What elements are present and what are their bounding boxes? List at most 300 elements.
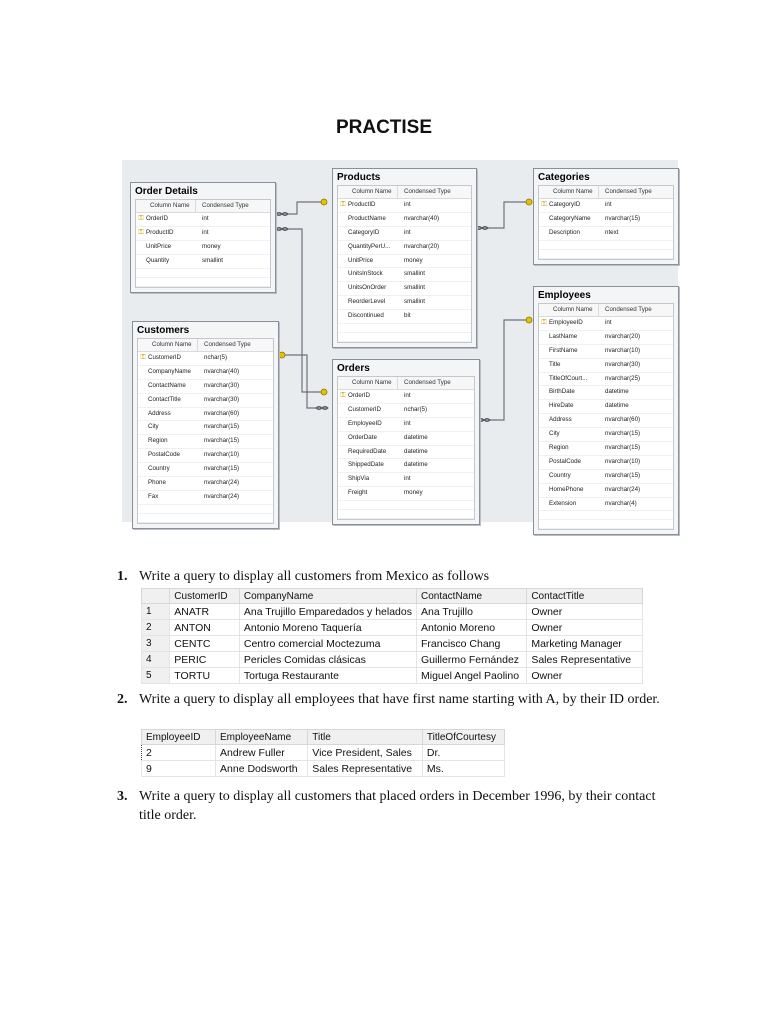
column-type: int	[404, 419, 411, 427]
column-row[interactable]	[338, 446, 474, 460]
grid-column-header[interactable]: CompanyName	[239, 589, 416, 604]
column-row[interactable]	[138, 380, 273, 394]
column-type: datetime	[404, 461, 428, 469]
empty-row	[338, 510, 474, 519]
column-name-header: Column Name	[539, 186, 599, 198]
column-name: Region	[148, 437, 168, 445]
column-name: Phone	[148, 479, 166, 487]
empty-row	[539, 511, 673, 520]
column-name: Quantity	[146, 256, 170, 264]
empty-row	[136, 278, 270, 287]
column-row[interactable]	[138, 491, 273, 505]
key-end-icon	[526, 317, 532, 323]
column-row[interactable]	[338, 432, 474, 446]
column-type: nvarchar(10)	[204, 451, 240, 459]
blank-key-slot	[338, 418, 348, 431]
column-name-header: Column Name	[338, 186, 398, 198]
empty-row	[539, 241, 673, 250]
column-name: ReorderLevel	[348, 298, 386, 306]
column-type: datetime	[605, 402, 629, 410]
column-type: nvarchar(4)	[605, 499, 637, 507]
table-employees[interactable]	[533, 286, 679, 535]
column-type: nvarchar(15)	[605, 444, 641, 452]
blank-key-slot	[138, 449, 148, 462]
grid-cell[interactable]: Owner	[527, 620, 643, 636]
grid-cell[interactable]: Andrew Fuller	[216, 745, 308, 761]
column-type: nvarchar(25)	[605, 374, 641, 382]
blank-key-slot	[136, 241, 146, 254]
blank-key-slot	[338, 213, 348, 226]
column-row[interactable]	[138, 408, 273, 422]
column-name-header: Column Name	[138, 339, 198, 351]
column-row[interactable]	[138, 366, 273, 380]
column-row[interactable]	[138, 352, 273, 366]
blank-key-slot	[539, 400, 549, 413]
column-type: smallint	[404, 284, 425, 292]
column-type: smallint	[404, 298, 425, 306]
column-row[interactable]	[138, 435, 273, 449]
column-type: nvarchar(15)	[605, 471, 641, 479]
column-name: Discontinued	[348, 312, 384, 320]
column-name: Address	[549, 416, 572, 424]
column-name: CategoryID	[348, 228, 380, 236]
column-type: nvarchar(24)	[204, 479, 240, 487]
grid-cell[interactable]: Owner	[527, 668, 643, 684]
blank-key-slot	[138, 421, 148, 434]
column-type: nvarchar(30)	[204, 395, 240, 403]
column-row[interactable]	[539, 317, 673, 331]
column-row[interactable]	[539, 428, 673, 442]
result-grid-customers	[141, 588, 643, 684]
blank-key-slot	[138, 366, 148, 379]
table-title: Categories	[538, 172, 590, 183]
blank-key-slot	[338, 282, 348, 295]
blank-key-slot	[338, 404, 348, 417]
grid-cell[interactable]: Ana Trujillo	[416, 604, 526, 620]
column-row[interactable]	[539, 386, 673, 400]
column-row[interactable]	[338, 255, 471, 269]
column-row[interactable]	[539, 414, 673, 428]
column-type: bit	[404, 312, 411, 320]
blank-key-slot	[539, 484, 549, 497]
column-name: LastName	[549, 332, 578, 340]
column-type: int	[605, 201, 612, 208]
condensed-type-header: Condensed Type	[605, 306, 652, 313]
blank-key-slot	[338, 227, 348, 240]
empty-row	[539, 520, 673, 529]
column-type: int	[404, 475, 411, 483]
grid-row[interactable]	[142, 745, 505, 761]
grid-cell[interactable]: Pericles Comidas clásicas	[239, 652, 416, 668]
empty-row	[338, 324, 471, 333]
blank-key-slot	[138, 435, 148, 448]
column-grid	[337, 376, 475, 520]
column-row[interactable]	[539, 331, 673, 345]
grid-cell[interactable]: Francisco Chang	[416, 636, 526, 652]
column-grid	[538, 185, 674, 260]
table-title: Employees	[538, 290, 591, 301]
primary-key-icon: ⚿	[340, 392, 346, 399]
grid-cell[interactable]: Antonio Moreno Taquería	[239, 620, 416, 636]
grid-cell[interactable]: Dr.	[422, 745, 504, 761]
column-header-row	[539, 304, 673, 317]
column-row[interactable]	[138, 477, 273, 491]
question-number: 1.	[117, 569, 128, 584]
table-title: Orders	[337, 363, 370, 374]
primary-key-icon: ⚿	[541, 319, 547, 326]
column-type: nvarchar(40)	[204, 367, 240, 375]
empty-row	[136, 269, 270, 278]
grid-column-header[interactable]: EmployeeID	[142, 730, 216, 745]
column-type: nvarchar(20)	[404, 242, 440, 250]
blank-key-slot	[138, 491, 148, 504]
column-type: int	[404, 392, 411, 399]
column-type: int	[202, 228, 209, 236]
question-number: 2.	[117, 692, 128, 707]
column-type: nvarchar(20)	[605, 332, 641, 340]
blank-key-slot	[338, 310, 348, 323]
column-type: smallint	[404, 270, 425, 278]
column-name: Extension	[549, 499, 577, 507]
column-type: nchar(5)	[404, 405, 428, 413]
column-type: int	[404, 228, 411, 236]
column-type: nchar(5)	[204, 354, 228, 361]
rel-orderdetails-orders	[275, 229, 327, 392]
column-type: int	[404, 201, 411, 208]
table-title: Customers	[137, 325, 190, 336]
column-name: ProductID	[348, 201, 376, 208]
column-row[interactable]	[138, 449, 273, 463]
grid-header-row	[142, 730, 505, 745]
column-name: TitleOfCourt...	[549, 374, 588, 382]
table-orders[interactable]	[332, 359, 480, 525]
table-title: Order Details	[135, 186, 198, 197]
column-type: nvarchar(10)	[605, 346, 641, 354]
column-row[interactable]	[338, 241, 471, 255]
column-type: nvarchar(15)	[204, 465, 240, 473]
column-row[interactable]	[539, 199, 673, 213]
grid-cell[interactable]: Owner	[527, 604, 643, 620]
grid-cell[interactable]: Anne Dodsworth	[216, 761, 308, 777]
blank-key-slot	[338, 268, 348, 281]
column-name: QuantityPerU...	[348, 242, 391, 250]
column-type: nvarchar(15)	[204, 437, 240, 445]
column-name: City	[549, 430, 560, 438]
column-row[interactable]	[338, 473, 474, 487]
column-grid	[135, 199, 271, 288]
blank-key-slot	[539, 414, 549, 427]
blank-key-slot	[539, 373, 549, 386]
column-name: ProductID	[146, 228, 174, 236]
blank-key-slot	[338, 487, 348, 500]
empty-row	[138, 514, 273, 523]
grid-column-header[interactable]: Title	[308, 730, 423, 745]
column-name: ContactName	[148, 381, 186, 389]
column-name: Country	[549, 471, 571, 479]
grid-cell[interactable]: PERIC	[170, 652, 240, 668]
column-row[interactable]	[136, 227, 270, 241]
column-name: UnitsOnOrder	[348, 284, 387, 292]
primary-key-icon: ⚿	[138, 215, 144, 222]
column-name: OrderID	[146, 215, 169, 222]
table-order-details[interactable]	[130, 182, 276, 293]
blank-key-slot	[539, 331, 549, 344]
column-name: UnitsInStock	[348, 270, 383, 278]
column-header-row	[338, 377, 474, 390]
column-row[interactable]	[539, 213, 673, 227]
column-row[interactable]	[539, 498, 673, 512]
key-end-icon	[526, 199, 532, 205]
column-row[interactable]	[338, 227, 471, 241]
grid-cell[interactable]: Antonio Moreno	[416, 620, 526, 636]
column-name: Title	[549, 360, 561, 368]
grid-column-header[interactable]: TitleOfCourtesy	[422, 730, 504, 745]
grid-row[interactable]	[142, 761, 505, 777]
condensed-type-header: Condensed Type	[404, 379, 451, 386]
empty-row	[338, 333, 471, 342]
question-number: 3.	[117, 789, 128, 804]
grid-column-header[interactable]: CustomerID	[170, 589, 240, 604]
column-row[interactable]	[338, 487, 474, 501]
blank-key-slot	[539, 456, 549, 469]
blank-key-slot	[338, 446, 348, 459]
rel-orderdetails-products	[275, 202, 327, 214]
grid-cell[interactable]: ANTON	[170, 620, 240, 636]
column-row[interactable]	[539, 470, 673, 484]
column-row[interactable]	[338, 199, 471, 213]
grid-cell[interactable]: TORTU	[170, 668, 240, 684]
column-row[interactable]	[338, 296, 471, 310]
blank-key-slot	[338, 296, 348, 309]
question-text: Write a query to display all customers from Mexico as follows	[139, 569, 490, 584]
grid-column-header[interactable]: ContactName	[416, 589, 526, 604]
column-row[interactable]	[138, 421, 273, 435]
row-number: 4	[142, 652, 170, 668]
column-row[interactable]	[539, 359, 673, 373]
primary-key-icon: ⚿	[138, 228, 144, 236]
blank-key-slot	[338, 432, 348, 445]
column-name: UnitPrice	[348, 256, 374, 264]
column-type: nvarchar(15)	[204, 423, 240, 431]
column-type: ntext	[605, 228, 619, 236]
blank-key-slot	[338, 473, 348, 486]
column-type: money	[202, 242, 221, 250]
column-row[interactable]	[338, 282, 471, 296]
blank-key-slot	[138, 380, 148, 393]
column-type: nvarchar(24)	[605, 485, 641, 493]
column-row[interactable]	[136, 255, 270, 269]
blank-key-slot	[539, 213, 549, 226]
row-number: 1	[142, 604, 170, 620]
column-row[interactable]	[338, 459, 474, 473]
empty-row	[539, 250, 673, 259]
grid-row[interactable]	[142, 604, 643, 620]
grid-column-header[interactable]	[142, 589, 170, 604]
column-type: datetime	[605, 388, 629, 396]
column-name: Freight	[348, 489, 368, 497]
column-type: nvarchar(30)	[204, 381, 240, 389]
column-row[interactable]	[539, 484, 673, 498]
column-grid	[538, 303, 674, 530]
grid-row[interactable]	[142, 652, 643, 668]
column-type: nvarchar(40)	[404, 214, 440, 222]
column-row[interactable]	[539, 442, 673, 456]
column-row[interactable]	[338, 310, 471, 324]
blank-key-slot	[539, 359, 549, 372]
column-name: ProductName	[348, 214, 386, 222]
grid-row[interactable]	[142, 620, 643, 636]
column-header-row	[539, 186, 673, 199]
table-customers[interactable]	[132, 321, 279, 529]
column-row[interactable]	[539, 345, 673, 359]
row-number: 2	[142, 620, 170, 636]
blank-key-slot	[338, 241, 348, 254]
question-text: Write a query to display all employees that have first name starting with A, by their ID order.	[139, 692, 660, 707]
column-name: ShippedDate	[348, 461, 384, 469]
column-name: OrderID	[348, 392, 371, 399]
blank-key-slot	[539, 428, 549, 441]
grid-cell[interactable]: Tortuga Restaurante	[239, 668, 416, 684]
column-name: BirthDate	[549, 388, 575, 396]
column-name: CustomerID	[348, 405, 382, 413]
column-type: nvarchar(15)	[605, 430, 641, 438]
column-header-row	[338, 186, 471, 199]
column-row[interactable]	[338, 213, 471, 227]
column-type: int	[202, 215, 209, 222]
column-type: money	[404, 489, 423, 497]
page-title: PRACTISE	[335, 117, 433, 138]
column-row[interactable]	[338, 418, 474, 432]
key-end-icon	[279, 352, 285, 358]
column-grid	[137, 338, 274, 524]
column-type: datetime	[404, 433, 428, 441]
row-number: 5	[142, 668, 170, 684]
column-row[interactable]	[539, 373, 673, 387]
column-name: RequiredDate	[348, 447, 387, 455]
grid-column-header[interactable]: EmployeeName	[216, 730, 308, 745]
column-type: nvarchar(10)	[605, 457, 641, 465]
grid-cell[interactable]: ANATR	[170, 604, 240, 620]
column-name: Description	[549, 228, 580, 236]
column-grid	[337, 185, 472, 343]
column-row[interactable]	[539, 227, 673, 241]
grid-cell[interactable]: 2	[142, 745, 216, 761]
grid-cell[interactable]: Centro comercial Moctezuma	[239, 636, 416, 652]
column-type: int	[605, 319, 612, 326]
blank-key-slot	[136, 255, 146, 268]
column-row[interactable]	[539, 456, 673, 470]
column-name: PostalCode	[148, 451, 180, 459]
column-name-header: Column Name	[338, 377, 398, 389]
blank-key-slot	[138, 408, 148, 421]
blank-key-slot	[539, 386, 549, 399]
blank-key-slot	[138, 463, 148, 476]
column-type: nvarchar(30)	[605, 360, 641, 368]
grid-cell[interactable]: Miguel Angel Paolino	[416, 668, 526, 684]
er-diagram	[122, 160, 678, 522]
grid-row[interactable]	[142, 636, 643, 652]
column-name: ContactTitle	[148, 395, 181, 403]
rel-orders-employees	[476, 320, 532, 420]
blank-key-slot	[539, 470, 549, 483]
column-name: EmployeeID	[549, 319, 583, 326]
blank-key-slot	[338, 255, 348, 268]
grid-cell[interactable]: Sales Representative	[527, 652, 643, 668]
grid-cell[interactable]: Sales Representative	[308, 761, 423, 777]
grid-row[interactable]	[142, 668, 643, 684]
column-row[interactable]	[338, 390, 474, 404]
grid-cell[interactable]: Marketing Manager	[527, 636, 643, 652]
column-name: HomePhone	[549, 485, 584, 493]
column-name: EmployeeID	[348, 419, 382, 427]
blank-key-slot	[138, 477, 148, 490]
table-title: Products	[337, 172, 381, 183]
column-name: CategoryName	[549, 214, 591, 222]
blank-key-slot	[138, 394, 148, 407]
primary-key-icon: ⚿	[541, 201, 547, 208]
column-name: Country	[148, 465, 170, 473]
grid-cell[interactable]: Ana Trujillo Emparedados y helados	[239, 604, 416, 620]
grid-cell[interactable]: 9	[142, 761, 216, 777]
column-name: UnitPrice	[146, 242, 172, 250]
column-name: Address	[148, 409, 171, 417]
column-type: nvarchar(15)	[605, 214, 641, 222]
empty-row	[338, 501, 474, 510]
empty-row	[138, 505, 273, 514]
column-type: datetime	[404, 447, 428, 455]
grid-cell[interactable]: CENTC	[170, 636, 240, 652]
key-end-icon	[321, 389, 327, 395]
column-name-header: Column Name	[136, 200, 196, 212]
blank-key-slot	[539, 498, 549, 511]
blank-key-slot	[539, 442, 549, 455]
primary-key-icon: ⚿	[140, 354, 146, 361]
column-name: CustomerID	[148, 354, 182, 361]
column-name: HireDate	[549, 402, 574, 410]
grid-cell[interactable]: Guillermo Fernández	[416, 652, 526, 668]
primary-key-icon: ⚿	[340, 201, 346, 208]
column-row[interactable]	[136, 241, 270, 255]
column-type: nvarchar(60)	[204, 409, 240, 417]
column-type: money	[404, 256, 423, 264]
column-type: nvarchar(24)	[204, 492, 240, 500]
column-row[interactable]	[136, 213, 270, 227]
key-end-icon	[321, 199, 327, 205]
column-row[interactable]	[338, 268, 471, 282]
grid-cell[interactable]: Ms.	[422, 761, 504, 777]
grid-cell[interactable]: Vice President, Sales	[308, 745, 423, 761]
column-type: smallint	[202, 256, 223, 264]
blank-key-slot	[539, 227, 549, 240]
grid-column-header[interactable]: ContactTitle	[527, 589, 643, 604]
result-grid-employees	[141, 729, 505, 777]
column-header-row	[136, 200, 270, 213]
column-row[interactable]	[338, 404, 474, 418]
column-row[interactable]	[138, 463, 273, 477]
rel-products-categories	[474, 202, 532, 228]
grid-header-row	[142, 589, 643, 604]
condensed-type-header: Condensed Type	[605, 188, 652, 195]
column-row[interactable]	[539, 400, 673, 414]
column-name: ShipVia	[348, 475, 370, 483]
blank-key-slot	[338, 459, 348, 472]
column-row[interactable]	[138, 394, 273, 408]
column-name: FirstName	[549, 346, 578, 354]
table-products[interactable]	[332, 168, 477, 348]
table-categories[interactable]	[533, 168, 679, 265]
column-name: Fax	[148, 492, 159, 500]
question-text: Write a query to display all customers that placed orders in December 1996, by their contact title order.	[139, 789, 656, 823]
